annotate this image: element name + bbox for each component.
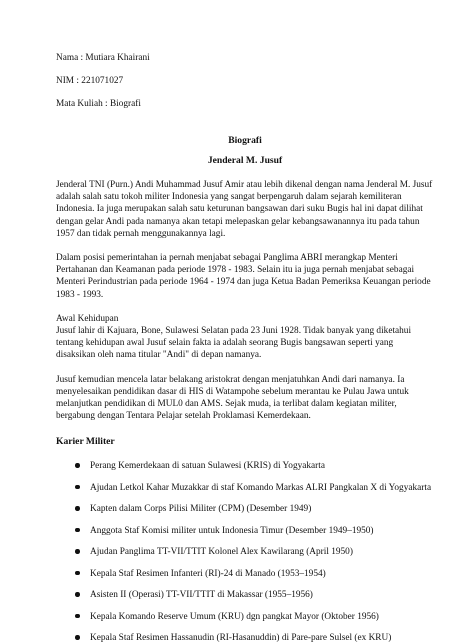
student-nim: NIM : 221071027 bbox=[56, 76, 124, 86]
student-info bbox=[56, 52, 434, 110]
list-item-text: Ajudan Panglima TT-VII/TTIT Kolonel Alex Kawilarang (April 1950) bbox=[90, 547, 353, 558]
student-name: Nama : Mutiara Khairani bbox=[56, 53, 150, 63]
list-item bbox=[90, 589, 434, 601]
bullet-icon bbox=[75, 528, 80, 533]
bullet-icon bbox=[75, 592, 80, 597]
list-item-text: Perang Kemerdekaan di satuan Sulawesi (KRIS) di Yogyakarta bbox=[90, 461, 325, 472]
bullet-icon bbox=[75, 463, 80, 468]
intro-paragraph: Jenderal TNI (Purn.) Andi Muhammad Jusuf Amir atau lebih dikenal dengan nama Jenderal M. Jusuf adalah salah satu tokoh militer Indonesia yang sangat berpengaruh dalam sejarah kemiliteran Indonesia. Ia juga merupakan salah satu keturunan bangsawan dari suku Bugis hal ini dapat dilihat dengan gelar Andi pada namanya akan tetapi melepaskan gelar kebangsawanannya itu pada tahun 1957 dan tidak pernah menggunakannya lagi. bbox=[56, 180, 433, 239]
early-life-heading: Awal Kehidupan bbox=[56, 313, 119, 324]
list-item bbox=[90, 632, 434, 644]
early-life-paragraph: Jusuf lahir di Kajuara, Bone, Sulawesi Selatan pada 23 Juni 1928. Tidak banyak yang diketahui tentang kehidupan awal Jusuf selain fakta ia adalah seorang Bugis bangsawan seperti yang disaksikan oleh nama titular "Andi" di depan namanya. bbox=[56, 326, 412, 361]
list-item-text: Kepala Staf Resimen Hassanudin (RI-Hasanuddin) di Pare-pare Sulsel (ex KRU) bbox=[90, 633, 392, 644]
bullet-icon bbox=[75, 571, 80, 576]
list-item bbox=[90, 503, 434, 515]
list-item bbox=[90, 568, 434, 580]
list-item-text: Kapten dalam Corps Pilisi Militer (CPM) (Desember 1949) bbox=[90, 504, 312, 515]
career-list bbox=[56, 460, 434, 644]
list-item-text: Anggota Staf Komisi militer untuk Indonesia Timur (Desember 1949–1950) bbox=[90, 525, 374, 536]
list-item bbox=[90, 546, 434, 558]
list-item bbox=[90, 611, 434, 623]
list-item-text: Ajudan Letkol Kahar Muzakkar di staf Komando Markas ALRI Pangkalan X di Yogyakarta bbox=[90, 482, 432, 493]
list-item bbox=[90, 460, 434, 472]
bullet-icon bbox=[75, 506, 80, 511]
bullet-icon bbox=[75, 635, 80, 640]
course-name: Mata Kuliah : Biografi bbox=[56, 99, 141, 109]
bullet-icon bbox=[75, 485, 80, 490]
list-item bbox=[90, 525, 434, 537]
document-title: Biografi bbox=[228, 135, 262, 146]
education-paragraph: Jusuf kemudian mencela latar belakang aristokrat dengan menjatuhkan Andi dari namanya. Ia menyelesaikan pendidikan dasar di HIS di Watampohe sebelum merantau ke Pulau Jawa untuk melanjutkan pendidikan di MUL0 dan AMS. Sejak muda, ia terlibat dalam kegiatan militer, bergabung dengan Tentara Pelajar setelah Proklamasi Kemerdekaan. bbox=[56, 374, 409, 422]
document-subtitle: Jenderal M. Jusuf bbox=[207, 155, 283, 166]
bullet-icon bbox=[75, 614, 80, 619]
government-paragraph: Dalam posisi pemerintahan ia pernah menjabat sebagai Panglima ABRI merangkap Menteri Pertahanan dan Keamanan pada periode 1978 - 1983. Selain itu ia juga pernah menjabat sebagai Menteri Perindustrian pada periode 1964 - 1974 dan juga Ketua Badan Pemeriksa Keuangan periode 1983 - 1993. bbox=[56, 253, 431, 300]
list-item-text: Kepala Staf Resimen Infanteri (RI)-24 di Manado (1953–1954) bbox=[90, 568, 326, 579]
bullet-icon bbox=[75, 549, 80, 554]
list-item-text: Asisten II (Operasi) TT-VII/TTIT di Makassar (1955–1956) bbox=[90, 590, 313, 601]
list-item bbox=[90, 482, 434, 494]
list-item-text: Kepala Komando Reserve Umum (KRU) dgn pangkat Mayor (Oktober 1956) bbox=[90, 611, 379, 622]
career-heading: Karier Militer bbox=[56, 436, 115, 448]
